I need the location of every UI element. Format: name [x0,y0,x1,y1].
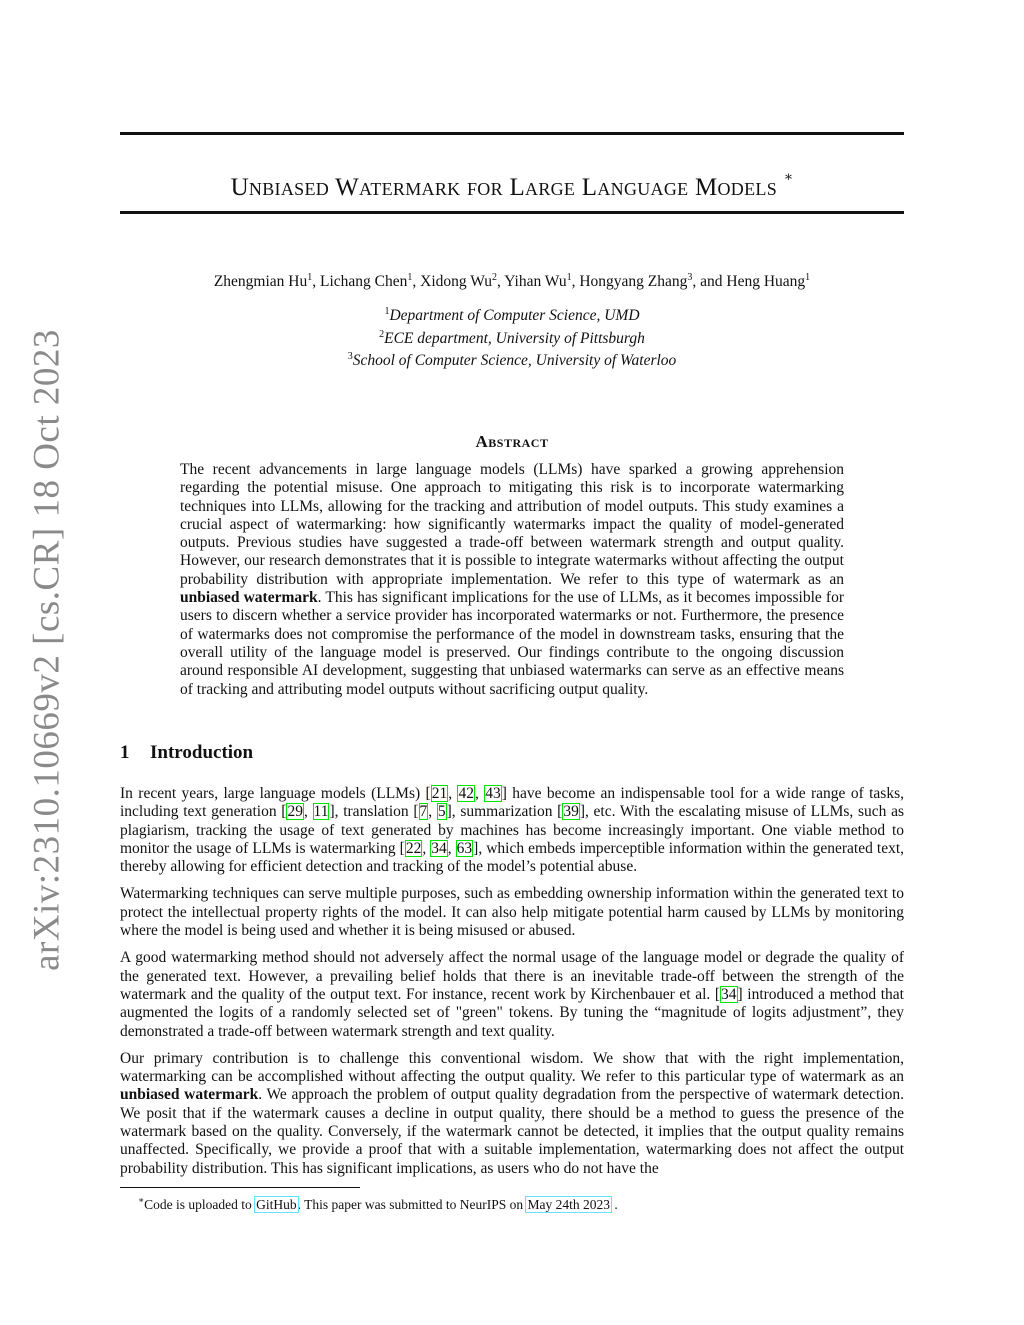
author-name: Xidong Wu [420,273,492,290]
paragraph-text: ] have become an indispensable tool for a wide range of tasks, including text generation [ [120,785,905,821]
author-separator: , [312,273,320,290]
abstract-text: The recent advancements in large language models (LLMs) have sparked a growing apprehension regarding the potential misuse. One approach to mitigating this risk is to incorporate watermarking techniques into LLMs, allowing for the tracking and attribution of model outputs. This study examines a crucial aspect of watermarking: how significantly watermarks impact the quality of model-generated outputs. Previous studies have suggested a trade-off between watermark strength and output quality. However, our research demonstrates that it is possible to integrate watermarks without affecting the output probability distribution with appropriate implementation. We refer to this type of watermark as an [180,461,844,588]
abstract-text: . This has significant implications for the use of LLMs, as it becomes impossible for users to discern whether a service provider has incorporated watermarks or not. Furthermore, the presence of watermarks does not compromise the performance of the model in downstream tasks, ensuring that the overall utility of the language model is preserved. Our findings contribute to the ongoing discussion around responsible AI development, suggesting that unbiased watermarks can serve as an effective means of tracking and attributing model outputs without sacrificing output quality. [180,589,844,698]
affiliation-text: ECE department, University of Pittsburgh [384,329,645,347]
footnote-text: . This paper was submitted to NeurIPS on [297,1197,527,1212]
footnote [120,1191,904,1214]
paragraph-text: . We approach the problem of output quality degradation from the perspective of watermark detection. We posit that if the watermark causes a decline in output quality, there should be a method to guess the presence of the watermark based on the quality. Conversely, if the watermark cannot be detected, it implies that the output quality remains unaffected. Specifically, we provide a proof that with a suitable implementation, watermarking does not affect the output probability distribution. This has significant implications, as users who do not have the [120,1086,904,1177]
paper-title-text: Unbiased Watermark for Large Language Models [230,174,778,201]
abstract-body [180,461,844,699]
section-number: 1 [120,742,130,763]
author-name: Hongyang Zhang [579,273,688,290]
affiliation-list [120,303,904,371]
author-affiliation-mark: 3 [687,272,693,283]
paper-title [120,160,904,206]
title-footnote-mark[interactable]: ∗ [783,170,794,185]
paragraph: In recent years, large language models (LLMs) [21, 42, 43] have become an indispensable tool for a wide range of tasks, including text generation [29, 11], translation [7, 5], summarization [39], etc. With the escalating misuse of LLMs, such as plagiarism, tracking the usage of text generated by machines has become increasingly important. One viable method to monitor the usage of LLMs is watermarking [22, 34, 63], which embeds imperceptible information within the generated text, thereby allowing for efficient detection and tracking of the model’s potential abuse. [120,785,905,876]
paragraph-text: ], etc. With the escalating misuse of LLMs, such as plagiarism, tracking the usage of text generated by machines has become increasingly important. One viable method to monitor the usage of LLMs is watermarking [ [120,803,904,857]
introduction-body [120,785,904,1187]
author-affiliation-mark: 1 [805,272,811,283]
citation-link[interactable]: 34 [721,985,737,1003]
author-separator: , [571,273,580,290]
author-name: Zhengmian Hu [213,273,308,290]
affiliation-line [120,303,904,326]
footnote-text: Code is uploaded to [144,1197,256,1212]
citation-link[interactable]: 42 [458,785,474,802]
author-list [120,268,904,292]
paragraph [120,1050,904,1178]
citation-link[interactable]: 63 [456,839,473,857]
citation-link[interactable]: 7 [419,803,428,821]
paragraph-text: ], summarization [ [446,803,563,821]
paragraph-text: In recent years, large language models (LLMs) [ [120,785,431,802]
paragraph-text: ] introduced a method that augmented the logits of a randomly selected set of "green" tokens. By tuning the “magnitude of logits adjustment”, they demonstrated a trade-off between watermark strength and text quality. [120,985,904,1040]
section-title: Introduction [150,742,254,763]
title-bottom-rule [120,211,904,214]
citation-link[interactable]: 39 [563,803,579,821]
author-separator: , and [692,273,727,290]
author-name: Lichang Chen [320,273,408,290]
submission-date-link[interactable]: May 24th 2023 [527,1197,610,1212]
author-affiliation-mark: 1 [307,272,313,283]
citation-link[interactable]: 21 [431,785,448,802]
abstract-heading: Abstract [475,432,549,451]
paragraph [120,949,904,1040]
citation-link[interactable]: 43 [485,785,501,802]
author-affiliation-mark: 1 [407,272,413,283]
bold-term: unbiased watermark [120,1086,259,1104]
affiliation-line [120,348,904,371]
paragraph-text: A good watermarking method should not adversely affect the normal usage of the language model or degrade the quality of the generated text. However, a prevailing belief holds that there is an inevitable trade-off between the strength of the watermark and the quality of the output text. For instance, recent work by Kirchenbauer et al. [ [120,949,904,1003]
github-link[interactable]: GitHub [256,1197,297,1212]
citation-link[interactable]: 5 [437,803,446,821]
author-affiliation-mark: 2 [492,272,497,283]
section-heading-introduction [120,742,253,764]
affiliation-line [120,326,904,349]
author-affiliation-mark: 1 [566,272,572,283]
author-separator: , [412,273,421,290]
affiliation-number: 1 [384,306,390,317]
affiliation-text: Department of Computer Science, UMD [389,307,640,324]
affiliation-number: 2 [379,328,385,340]
paragraph-text: ], which embeds imperceptible information within the generated text, thereby allowing for efficient detection and tracking of the model’s potential abuse. [120,839,905,876]
citation-link[interactable]: 22 [405,839,422,857]
citation-link[interactable]: 11 [313,803,329,821]
footnote-text: . [610,1197,618,1212]
footnote-rule [120,1187,360,1188]
affiliation-number: 3 [347,351,353,362]
paragraph-text: ], translation [ [329,803,419,821]
author-name: Yihan Wu [504,273,567,290]
affiliation-text: School of Computer Science, University of Waterloo [352,352,677,369]
arxiv-identifier-stamp: arXiv:2310.10669v2 [cs.CR] 18 Oct 2023 [26,329,68,971]
citation-link[interactable]: 34 [431,839,447,857]
title-top-rule [120,132,904,135]
author-separator: , [497,273,505,290]
citation-link[interactable]: 29 [287,803,303,821]
author-name: Heng Huang [726,273,806,290]
footnote-mark: ∗ [138,1195,145,1205]
paragraph-text: Our primary contribution is to challenge this conventional wisdom. We show that with the right implementation, watermarking can be accomplished without affecting the output quality. We refer to this particular type of watermark as an [120,1049,904,1086]
paragraph: Watermarking techniques can serve multiple purposes, such as embedding ownership information within the generated text to protect the intellectual property rights of the model. It can also help mitigate potential harm caused by LLMs by monitoring where the model is being used and whether it is being misused or abused. [120,885,904,940]
abstract-bold-term: unbiased watermark [180,589,318,607]
